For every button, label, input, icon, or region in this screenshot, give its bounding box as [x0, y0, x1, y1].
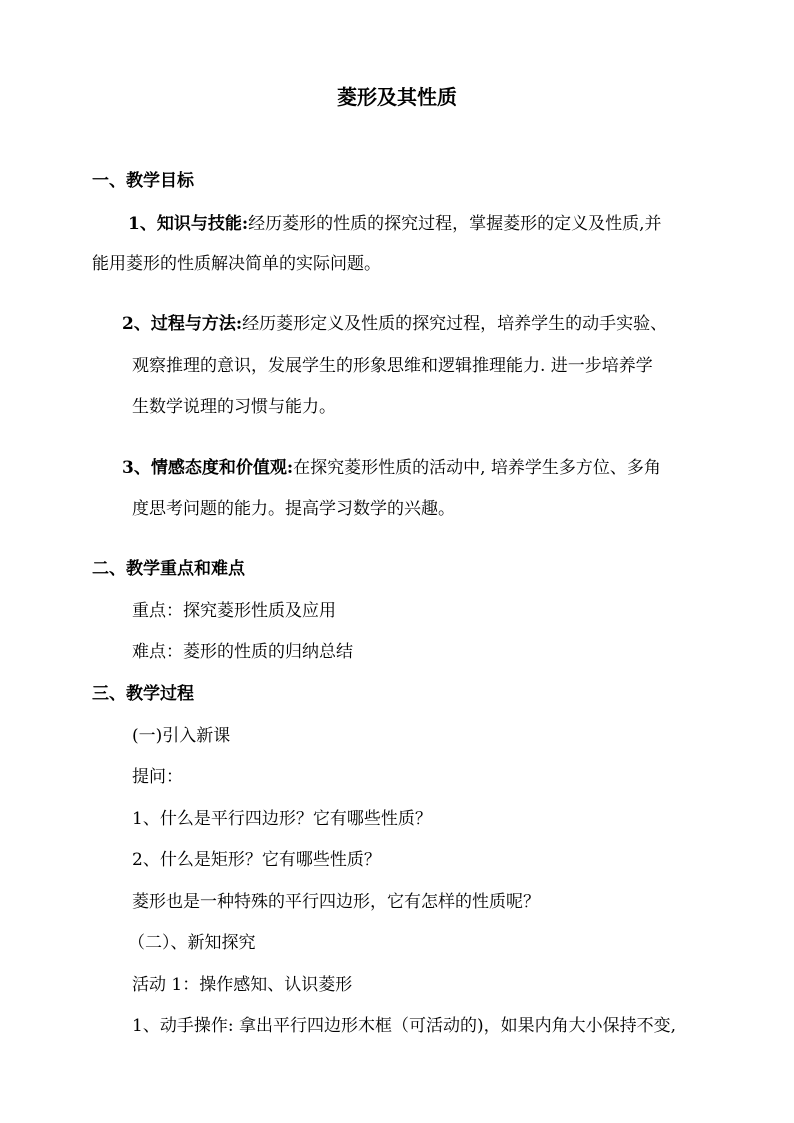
- objective-knowledge-line-1: [128, 213, 662, 235]
- subsection-intro: (一)引入新课: [132, 726, 231, 746]
- objective-process-line-2: 观察推理的意识，发展学生的形象思维和逻辑推理能力. 进一步培养学: [132, 356, 653, 376]
- difficult-point: 难点：菱形的性质的归纳总结: [132, 642, 353, 662]
- hands-on-operation: 1、动手操作: 拿出平行四边形木框（可活动的)，如果内角大小保持不变,: [132, 1016, 676, 1036]
- objective-attitude-label: 3、情感态度和价值观:: [122, 458, 294, 478]
- question-2: 2、什么是矩形？它有哪些性质？: [132, 850, 381, 870]
- page-title: 菱形及其性质: [337, 85, 457, 109]
- objective-attitude-line-1: [122, 457, 661, 479]
- objective-process-label: 2、过程与方法:: [122, 314, 243, 334]
- activity-1: 活动 1：操作感知、认识菱形: [132, 975, 353, 995]
- objective-attitude-line-2: 度思考问题的能力。提高学习数学的兴趣。: [132, 499, 455, 519]
- section-heading-key-points: 二、教学重点和难点: [92, 559, 245, 579]
- subsection-exploration: （二）、新知探究: [128, 933, 256, 953]
- objective-knowledge-line-2: 能用菱形的性质解决简单的实际问题。: [92, 254, 381, 274]
- key-point: 重点：探究菱形性质及应用: [132, 601, 336, 621]
- objective-process-text: 经历菱形定义及性质的探究过程，培养学生的动手实验、: [242, 314, 668, 334]
- section-heading-process: 三、教学过程: [92, 684, 194, 704]
- objective-knowledge-text: 经历菱形的性质的探究过程，掌握菱形的定义及性质,并: [248, 214, 662, 234]
- section-heading-objectives: 一、教学目标: [92, 171, 194, 191]
- question-1: 1、什么是平行四边形？它有哪些性质？: [132, 809, 432, 829]
- objective-attitude-text: 在探究菱形性质的活动中, 培养学生多方位、多角: [293, 458, 661, 478]
- objective-knowledge-label: 1、知识与技能:: [128, 214, 249, 234]
- objective-process-line-3: 生数学说理的习惯与能力。: [132, 397, 336, 417]
- question-3: 菱形也是一种特殊的平行四边形，它有怎样的性质呢？: [132, 892, 540, 912]
- question-prompt: 提问：: [132, 767, 183, 787]
- objective-process-line-1: [122, 313, 667, 335]
